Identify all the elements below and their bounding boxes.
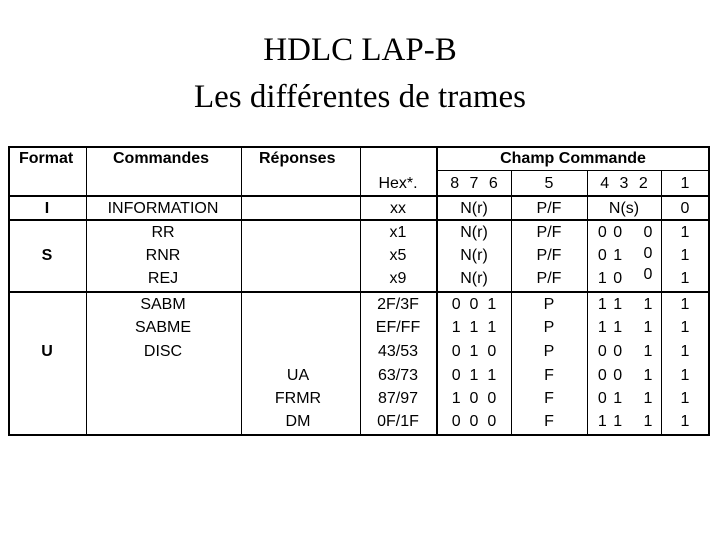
header-format: Format: [19, 150, 74, 167]
cell-bit-1: 0: [680, 200, 690, 217]
cell-bits-876: 0 0 0: [451, 413, 497, 430]
cell-bit-2: 0: [643, 266, 653, 283]
cell-bit-2: 0: [643, 245, 653, 262]
header-commandes: Commandes: [113, 150, 210, 167]
col-divider-876: [511, 170, 512, 436]
format-label-u: U: [41, 343, 53, 360]
cell-commande: INFORMATION: [107, 200, 219, 217]
cell-commande: RNR: [145, 247, 181, 264]
cell-reponse: FRMR: [274, 390, 322, 407]
cell-reponse: UA: [286, 367, 310, 384]
cell-bit-5: P: [543, 296, 555, 313]
cell-bit-2: 0: [643, 224, 653, 241]
cell-bit-1: 1: [680, 224, 690, 241]
cell-hex: x9: [389, 270, 407, 287]
cell-bit-5: F: [544, 367, 554, 384]
cell-bits-432: N(s): [608, 200, 640, 217]
row-divider-s: [8, 291, 710, 293]
cell-commande: DISC: [143, 343, 183, 360]
table-border-top: [8, 146, 710, 148]
cell-hex: xx: [390, 200, 406, 217]
cell-reponse: DM: [285, 413, 311, 430]
cell-bits-876: 1 1 1: [451, 319, 497, 336]
cell-hex: 43/53: [377, 343, 419, 360]
cell-hex: 63/73: [377, 367, 419, 384]
cell-bit-5: P/F: [536, 224, 562, 241]
cell-commande: SABM: [140, 296, 186, 313]
cell-bits-43: 0 1: [597, 247, 623, 264]
cell-bit-1: 1: [680, 343, 690, 360]
page-title-line1: HDLC LAP-B: [263, 32, 457, 68]
cell-bit-1: 1: [680, 319, 690, 336]
page-subtitle: Les différentes de trames: [194, 79, 526, 115]
cell-bits-43: 1 1: [597, 296, 623, 313]
cell-bits-876: N(r): [460, 270, 488, 287]
cell-bit-2: 1: [643, 413, 653, 430]
cell-bit-5: P/F: [536, 247, 562, 264]
cell-bit-5: P: [543, 319, 555, 336]
table-border-bottom: [8, 434, 710, 436]
cell-bit-2: 1: [643, 319, 653, 336]
header-champ-commande: Champ Commande: [500, 150, 646, 167]
cell-bits-876: 0 1 0: [451, 343, 497, 360]
cell-bits-43: 0 0: [597, 367, 623, 384]
cell-bit-5: P/F: [536, 200, 562, 217]
format-label-s: S: [41, 247, 53, 264]
cell-bits-876: 0 0 1: [451, 296, 497, 313]
header-reponses: Réponses: [259, 150, 336, 167]
cell-commande: SABME: [134, 319, 192, 336]
cell-bits-43: 1 1: [597, 319, 623, 336]
cell-hex: 2F/3F: [377, 296, 419, 313]
cell-commande: REJ: [147, 270, 179, 287]
cell-bits-43: 0 0: [597, 224, 623, 241]
cell-bits-43: 1 1: [597, 413, 623, 430]
cell-bit-2: 1: [643, 296, 653, 313]
subheader-hex: Hex*.: [378, 175, 418, 192]
cell-bit-5: P: [543, 343, 555, 360]
cell-bit-5: P/F: [536, 270, 562, 287]
cell-bits-876: 1 0 0: [451, 390, 497, 407]
cell-bit-2: 1: [643, 367, 653, 384]
cell-bit-1: 1: [680, 367, 690, 384]
cell-bit-1: 1: [680, 413, 690, 430]
row-divider-i: [8, 219, 710, 221]
cell-bit-2: 1: [643, 390, 653, 407]
cell-bits-876: N(r): [460, 200, 488, 217]
cell-bits-876: 0 1 1: [451, 367, 497, 384]
cell-commande: RR: [151, 224, 175, 241]
subheader-bits-876: 8 7 6: [450, 175, 498, 192]
cell-bit-1: 1: [680, 270, 690, 287]
row-divider-header: [8, 195, 710, 197]
cell-bits-43: 1 0: [597, 270, 623, 287]
cell-hex: x5: [389, 247, 407, 264]
cell-bits-876: N(r): [460, 247, 488, 264]
cell-bit-2: 1: [643, 343, 653, 360]
subheader-bits-432: 4 3 2: [600, 175, 648, 192]
col-divider-432: [661, 170, 662, 436]
cell-bit-5: F: [544, 390, 554, 407]
cell-bit-1: 1: [680, 390, 690, 407]
cell-bits-876: N(r): [460, 224, 488, 241]
cell-hex: EF/FF: [375, 319, 421, 336]
cell-hex: x1: [389, 224, 407, 241]
row-divider-champ: [436, 170, 710, 171]
subheader-bit-1: 1: [680, 175, 690, 192]
cell-bits-43: 0 1: [597, 390, 623, 407]
cell-bit-1: 1: [680, 296, 690, 313]
cell-bit-1: 1: [680, 247, 690, 264]
cell-bit-5: F: [544, 413, 554, 430]
col-divider-5: [587, 170, 588, 436]
subheader-bit-5: 5: [544, 175, 554, 192]
format-label-i: I: [44, 200, 50, 217]
cell-hex: 0F/1F: [377, 413, 419, 430]
cell-hex: 87/97: [377, 390, 419, 407]
cell-bits-43: 0 0: [597, 343, 623, 360]
